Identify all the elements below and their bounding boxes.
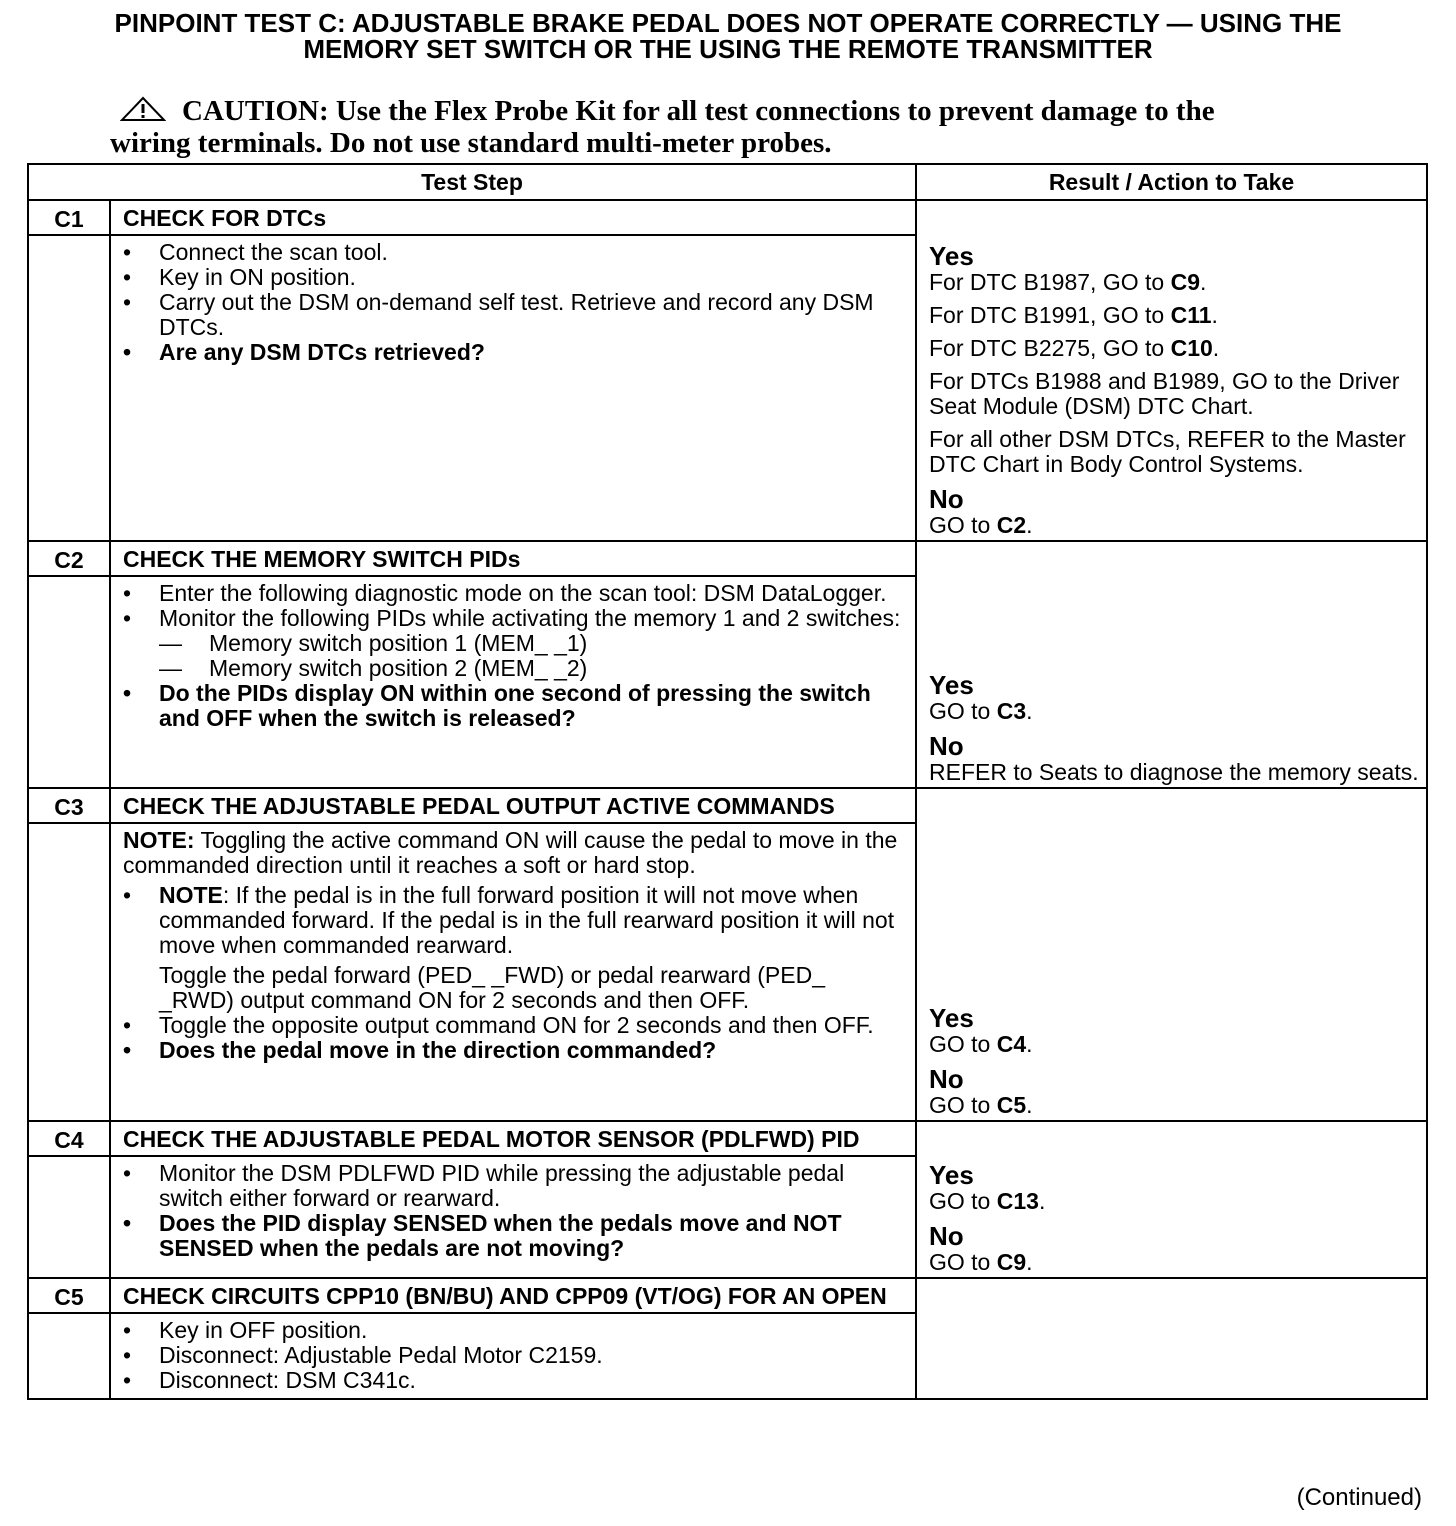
step-c2-result [916,541,1427,788]
result-text: GO to [929,1031,997,1057]
step-c2-body [110,576,916,788]
step-bullet: • Disconnect: DSM C341c. [123,1368,905,1393]
title-line-2: MEMORY SET SWITCH OR THE USING THE REMOTE TRANSMITTER [303,34,1153,64]
header-test-step: Test Step [28,164,916,200]
result-text: GO to [929,1188,997,1214]
result-step-ref: C11 [1170,302,1212,328]
step-c3-result [916,788,1427,1121]
warning-triangle-icon [120,96,166,122]
step-question: • Are any DSM DTCs retrieved? [123,340,905,365]
page-title [0,10,1456,62]
no-label: No [929,731,964,761]
table-header-row [28,164,1427,200]
step-heading: CHECK FOR DTCs [110,200,916,235]
step-text: Toggle the pedal forward (PED_ _FWD) or pedal rearward (PED_ _RWD) output command ON for 2 seconds and then OFF. [159,962,826,1013]
result-step-ref: C3 [996,698,1027,724]
step-heading: CHECK THE ADJUSTABLE PEDAL OUTPUT ACTIVE COMMANDS [110,788,916,823]
step-dash-item: — Memory switch position 2 (MEM_ _2) [159,656,905,681]
result-text: For DTC B1991, GO to [929,302,1171,328]
step-bullet: • Disconnect: Adjustable Pedal Motor C2159. [123,1343,905,1368]
step-c3-body [110,823,916,1121]
step-id: C4 [28,1121,110,1156]
step-bullet: • Key in ON position. [123,265,905,290]
step-c4-body [110,1156,916,1278]
yes-label: Yes [929,670,974,700]
step-question: • Does the pedal move in the direction commanded? [123,1038,905,1063]
step-id: C5 [28,1278,110,1313]
result-text: For DTCs B1988 and B1989, GO to the Driver Seat Module (DSM) DTC Chart. [929,368,1400,419]
step-dash-item: — Memory switch position 1 (MEM_ _1) [159,631,905,656]
step-question: • Does the PID display SENSED when the pedals move and NOT SENSED when the pedals are not moving? [123,1211,905,1261]
title-line-1: PINPOINT TEST C: ADJUSTABLE BRAKE PEDAL DOES NOT OPERATE CORRECTLY — USING THE [114,8,1342,38]
result-step-ref: C2 [996,512,1027,538]
caution-line-2: wiring terminals. Do not use standard multi-meter probes. [110,127,832,159]
result-text: . [1200,269,1207,295]
yes-label: Yes [929,1160,974,1190]
step-c5-result [916,1278,1427,1399]
step-c5-body [110,1313,916,1399]
step-c2-heading-row [28,541,1427,576]
caution-line-1: CAUTION: Use the Flex Probe Kit for all test connections to prevent damage to the [182,95,1215,127]
step-bullet [123,606,905,681]
result-text: For DTC B2275, GO to [929,335,1171,361]
step-bullet: • Carry out the DSM on-demand self test. Retrieve and record any DSM DTCs. [123,290,905,340]
result-text: For DTC B1987, GO to [929,269,1171,295]
yes-label: Yes [929,241,974,271]
no-label: No [929,484,964,514]
step-bullet: • Connect the scan tool. [123,240,905,265]
step-c1-heading-row [28,200,1427,235]
result-text: . [1026,1249,1033,1275]
result-text: . [1026,1031,1033,1057]
step-c1-body [110,235,916,541]
result-text: REFER to Seats to diagnose the memory seats. [929,759,1419,785]
result-text: GO to [929,512,997,538]
note-text: Toggling the active command ON will cause the pedal to move in the commanded direction until it reaches a soft or hard stop. [123,827,898,878]
yes-label: Yes [929,1003,974,1033]
no-label: No [929,1064,964,1094]
result-step-ref: C13 [996,1188,1039,1214]
header-result: Result / Action to Take [916,164,1427,200]
note-label: NOTE: [123,827,195,853]
result-text: . [1038,1188,1046,1214]
result-step-ref: C10 [1170,335,1213,361]
step-c4-heading-row [28,1121,1427,1156]
step-bullet: • Key in OFF position. [123,1318,905,1343]
result-step-ref: C9 [1170,269,1200,295]
step-bullet [123,883,905,1013]
result-text: . [1026,1092,1033,1118]
result-text: . [1212,335,1220,361]
step-id: C2 [28,541,110,576]
step-id: C1 [28,200,110,235]
step-c4-result [916,1121,1427,1278]
step-text: Monitor the following PIDs while activating the memory 1 and 2 switches: [159,605,901,631]
step-bullet: • Monitor the DSM PDLFWD PID while pressing the adjustable pedal switch either forward or rearward. [123,1161,905,1211]
note-text: : If the pedal is in the full forward position it will not move when commanded forward. If the pedal is in the full rearward position it will not move when commanded rearward. [159,882,895,958]
step-heading: CHECK THE MEMORY SWITCH PIDs [110,541,916,576]
note-label: NOTE [159,882,223,908]
result-text: . [1026,512,1033,538]
no-label: No [929,1221,964,1251]
step-bullet: • Enter the following diagnostic mode on the scan tool: DSM DataLogger. [123,581,905,606]
result-text: . [1026,698,1033,724]
step-bullet: • Toggle the opposite output command ON for 2 seconds and then OFF. [123,1013,905,1038]
result-step-ref: C9 [996,1249,1027,1275]
step-c3-heading-row [28,788,1427,823]
pinpoint-table [27,163,1428,1400]
caution-notice [110,95,1410,159]
continued-label: (Continued) [1296,1484,1422,1511]
step-question: • Do the PIDs display ON within one second of pressing the switch and OFF when the switch is released? [123,681,905,731]
result-step-ref: C5 [996,1092,1027,1118]
result-text: For all other DSM DTCs, REFER to the Master DTC Chart in Body Control Systems. [929,426,1406,477]
step-c5-heading-row [28,1278,1427,1313]
result-step-ref: C4 [996,1031,1027,1057]
step-heading: CHECK THE ADJUSTABLE PEDAL MOTOR SENSOR (PDLFWD) PID [110,1121,916,1156]
step-note [123,828,905,878]
result-text: GO to [929,698,997,724]
step-c1-result [916,200,1427,541]
step-heading: CHECK CIRCUITS CPP10 (BN/BU) AND CPP09 (VT/OG) FOR AN OPEN [110,1278,916,1313]
result-text: GO to [929,1092,997,1118]
step-id: C3 [28,788,110,823]
result-text: GO to [929,1249,997,1275]
result-text: . [1211,302,1218,328]
